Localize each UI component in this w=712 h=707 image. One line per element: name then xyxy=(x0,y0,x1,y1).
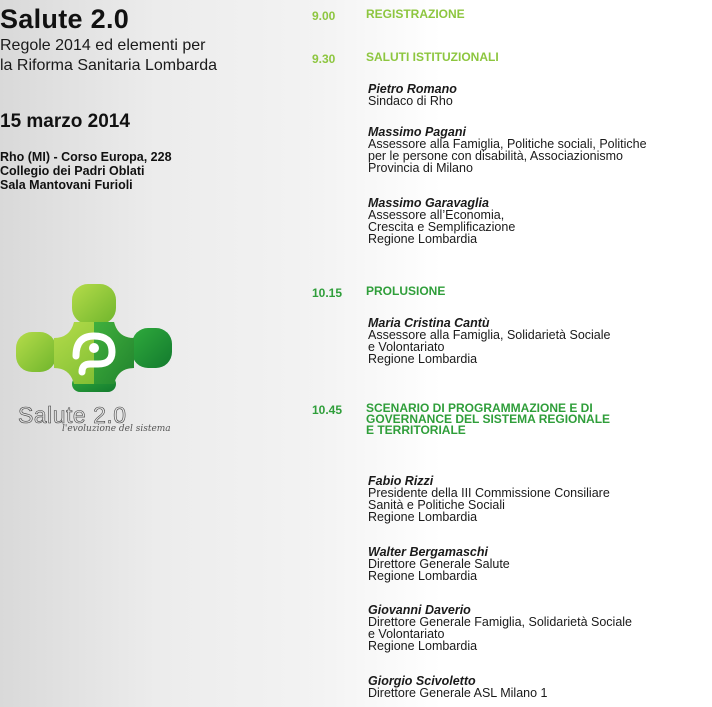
slot-time: 9.00 xyxy=(312,9,336,23)
speaker xyxy=(368,197,708,245)
subtitle-line: Regole 2014 ed elementi per xyxy=(0,37,206,54)
subtitle-line: la Riforma Sanitaria Lombarda xyxy=(0,57,217,74)
speaker-role: Provincia di Milano xyxy=(368,161,473,175)
event-date: 15 marzo 2014 xyxy=(0,111,130,132)
speaker-role: Sanità e Politiche Sociali xyxy=(368,498,505,512)
speaker-role: Assessore alla Famiglia, Politiche sociali, Politiche xyxy=(368,137,647,151)
slot-title: PROLUSIONE xyxy=(366,284,446,298)
speaker-name: Walter Bergamaschi xyxy=(368,545,488,559)
speaker-role: Direttore Generale Salute xyxy=(368,557,510,571)
speaker-role: e Volontariato xyxy=(368,340,445,354)
speaker-name: Maria Cristina Cantù xyxy=(368,316,490,330)
logo-tagline: l'evoluzione del sistema xyxy=(62,424,171,434)
venue-line: Collegio dei Padri Oblati xyxy=(0,164,145,178)
speaker-role: Regione Lombardia xyxy=(368,510,478,524)
speaker-name: Fabio Rizzi xyxy=(368,474,434,488)
speaker-name: Giorgio Scivoletto xyxy=(368,674,476,688)
speaker-name: Massimo Garavaglia xyxy=(368,196,489,210)
slot-title: SALUTI ISTITUZIONALI xyxy=(366,50,499,64)
slot-title-line: GOVERNANCE DEL SISTEMA REGIONALE xyxy=(366,412,611,426)
speaker xyxy=(368,475,708,523)
speaker-role: Crescita e Semplificazione xyxy=(368,220,516,234)
slot-title xyxy=(366,403,696,436)
slot-title-line: E TERRITORIALE xyxy=(366,423,466,437)
speaker xyxy=(368,604,708,652)
event-subtitle xyxy=(0,36,290,76)
speaker-role: per le persone con disabilità, Associazionismo xyxy=(368,149,623,163)
speaker-role: Direttore Generale ASL Milano 1 xyxy=(368,686,548,700)
logo-name: Salute 2.0 xyxy=(18,402,127,428)
speaker-role: Regione Lombardia xyxy=(368,639,478,653)
speaker-role: Direttore Generale Famiglia, Solidarietà Sociale xyxy=(368,615,633,629)
speaker-role: Regione Lombardia xyxy=(368,569,478,583)
slot-time: 9.30 xyxy=(312,52,336,66)
venue-line: Sala Mantovani Furioli xyxy=(0,178,133,192)
event-venue xyxy=(0,150,172,192)
speaker-role: Regione Lombardia xyxy=(368,352,478,366)
slot-time: 10.45 xyxy=(312,403,343,417)
event-title: Salute 2.0 xyxy=(0,4,130,34)
speaker xyxy=(368,126,708,174)
slot-title: REGISTRAZIONE xyxy=(366,7,465,21)
venue-line: Rho (MI) - Corso Europa, 228 xyxy=(0,150,172,164)
speaker xyxy=(368,546,708,582)
speaker-role: Sindaco di Rho xyxy=(368,94,453,108)
speaker-name: Massimo Pagani xyxy=(368,125,466,139)
speaker-name: Giovanni Daverio xyxy=(368,603,471,617)
speaker-role: Regione Lombardia xyxy=(368,232,478,246)
speaker-name: Pietro Romano xyxy=(368,82,457,96)
speaker xyxy=(368,83,708,107)
speaker-role: e Volontariato xyxy=(368,627,445,641)
speaker xyxy=(368,317,708,365)
speaker-role: Assessore alla Famiglia, Solidarietà Sociale xyxy=(368,328,611,342)
speaker-role: Presidente della III Commissione Consiliare xyxy=(368,486,610,500)
slot-title-line: SCENARIO DI PROGRAMMAZIONE E DI xyxy=(366,401,593,415)
speaker xyxy=(368,675,708,699)
speaker-role: Assessore all’Economia, xyxy=(368,208,505,222)
slot-time: 10.15 xyxy=(312,286,343,300)
